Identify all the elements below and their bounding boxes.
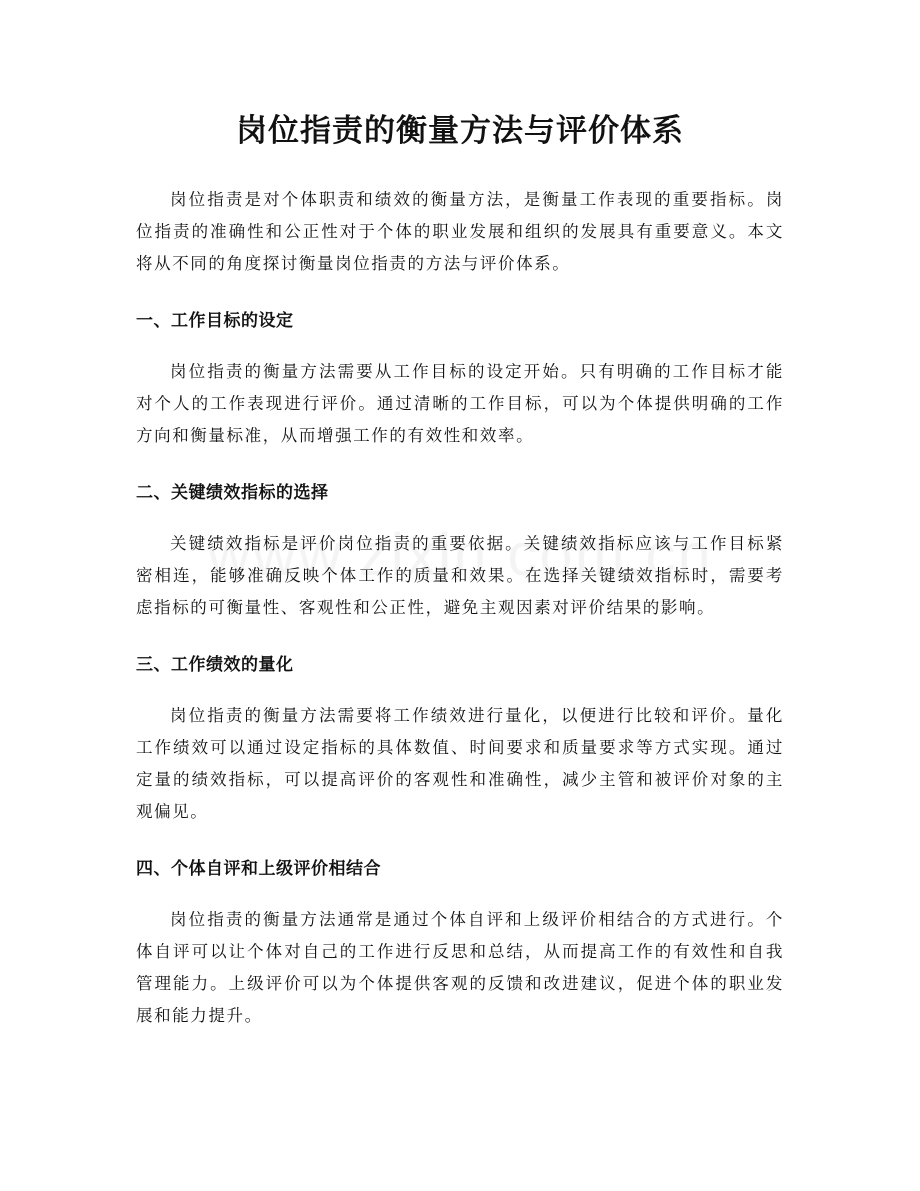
document-body: [136, 184, 784, 1032]
section-paragraph: 岗位指责的衡量方法需要从工作目标的设定开始。只有明确的工作目标才能对个人的工作表现进行评价。通过清晰的工作目标，可以为个体提供明确的工作方向和衡量标准，从而增强工作的有效性和效率。: [136, 362, 784, 445]
section-paragraph: 岗位指责的衡量方法通常是通过个体自评和上级评价相结合的方式进行。个体自评可以让个体对自己的工作进行反思和总结，从而提高工作的有效性和自我管理能力。上级评价可以为个体提供客观的反馈和改进建议，促进个体的职业发展和能力提升。: [136, 910, 784, 1025]
section-paragraph: 岗位指责的衡量方法需要将工作绩效进行量化，以便进行比较和评价。量化工作绩效可以通过设定指标的具体数值、时间要求和质量要求等方式实现。通过定量的绩效指标，可以提高评价的客观性和准确性，减少主管和被评价对象的主观偏见。: [136, 706, 784, 821]
section-heading: 二、关键绩效指标的选择: [136, 483, 329, 503]
section-heading: 四、个体自评和上级评价相结合: [136, 859, 381, 879]
intro-paragraph: 岗位指责是对个体职责和绩效的衡量方法，是衡量工作表现的重要指标。岗位指责的准确性和公正性对于个体的职业发展和组织的发展具有重要意义。本文将从不同的角度探讨衡量岗位指责的方法与评价体系。: [136, 190, 784, 273]
section-1: [136, 306, 784, 452]
section-heading: 一、工作目标的设定: [136, 311, 294, 331]
section-3: [136, 650, 784, 828]
section-paragraph: 关键绩效指标是评价岗位指责的重要依据。关键绩效指标应该与工作目标紧密相连，能够准确反映个体工作的质量和效果。在选择关键绩效指标时，需要考虑指标的可衡量性、客观性和公正性，避免主观因素对评价结果的影响。: [136, 534, 784, 617]
document-title: 岗位指责的衡量方法与评价体系: [236, 113, 684, 149]
section-4: [136, 854, 784, 1032]
section-heading: 三、工作绩效的量化: [136, 655, 294, 675]
section-2: [136, 478, 784, 624]
